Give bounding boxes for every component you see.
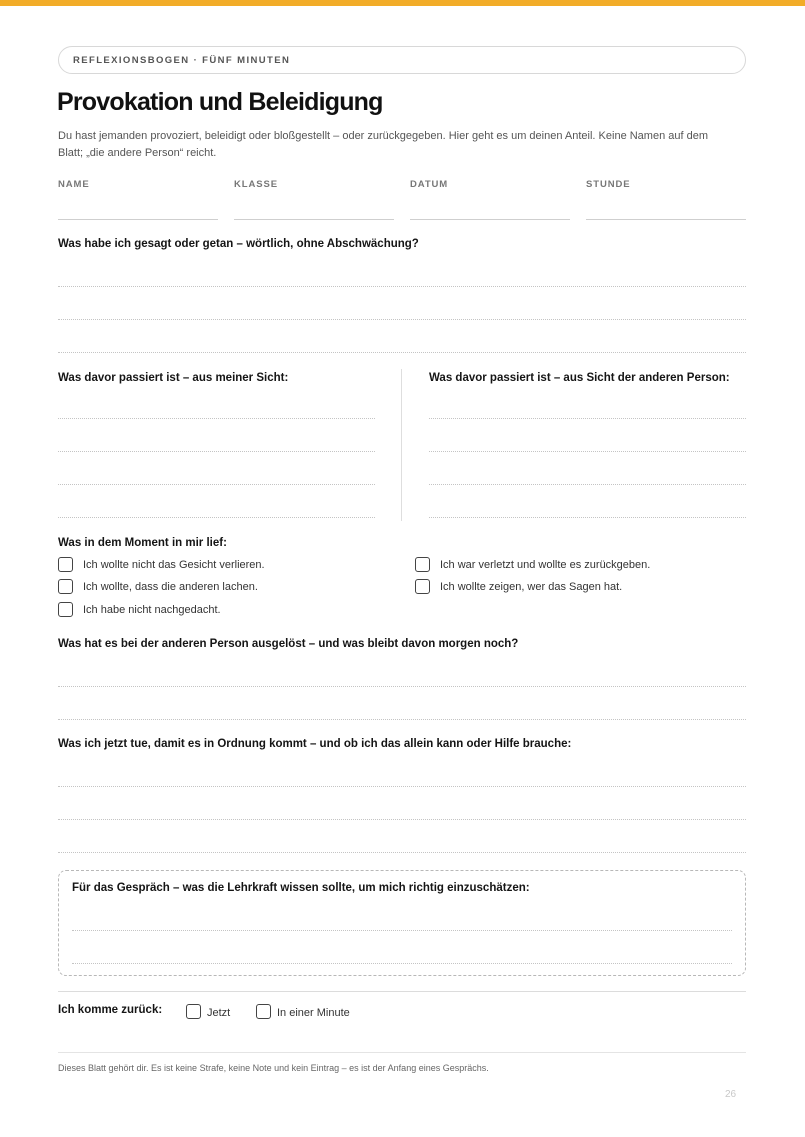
class-label: KLASSE <box>234 179 278 190</box>
name-field[interactable] <box>58 219 218 220</box>
feeling-option-power[interactable] <box>415 579 622 594</box>
question-before-other-view: Was davor passiert ist – aus Sicht der anderen Person: <box>429 372 730 384</box>
footer-note: Dieses Blatt gehört dir. Es ist keine Strafe, keine Note und kein Eintrag – es ist der Anfang eines Gesprächs. <box>58 1063 489 1073</box>
return-label: Ich komme zurück: <box>58 1004 163 1016</box>
intro-text: Du hast jemanden provoziert, beleidigt oder bloßgestellt – oder zurückgegeben. Hier geht es um deinen Anteil. Keine Namen auf dem Blatt; „die andere Person“ reicht. <box>58 130 708 159</box>
answer-line[interactable] <box>58 352 746 353</box>
answer-line[interactable] <box>58 418 375 419</box>
feeling-option-hurt[interactable] <box>415 557 650 572</box>
feeling-option-label: Ich wollte zeigen, wer das Sagen hat. <box>440 580 623 593</box>
page-number: 26 <box>725 1089 737 1100</box>
checkbox[interactable] <box>186 1004 201 1019</box>
page-title: Provokation und Beleidigung <box>57 88 383 116</box>
answer-line[interactable] <box>58 484 375 485</box>
top-accent-bar <box>0 0 805 6</box>
question-impact: Was hat es bei der anderen Person ausgelöst – und was bleibt davon morgen noch? <box>58 638 519 650</box>
answer-line[interactable] <box>429 484 746 485</box>
feeling-option-label: Ich habe nicht nachgedacht. <box>83 603 221 616</box>
answer-line[interactable] <box>58 819 746 820</box>
feeling-option-no-thought[interactable] <box>58 602 221 617</box>
answer-line[interactable] <box>72 930 732 931</box>
checkbox[interactable] <box>58 579 73 594</box>
lesson-field[interactable] <box>586 219 746 220</box>
teacher-note-label: Für das Gespräch – was die Lehrkraft wissen sollte, um mich richtig einzuschätzen: <box>72 882 530 894</box>
answer-line[interactable] <box>58 852 746 853</box>
answer-line[interactable] <box>58 686 746 687</box>
divider <box>58 991 746 992</box>
answer-line[interactable] <box>58 786 746 787</box>
question-before-my-view: Was davor passiert ist – aus meiner Sicht: <box>58 372 289 384</box>
date-label: DATUM <box>410 179 449 190</box>
date-field[interactable] <box>410 219 570 220</box>
answer-line[interactable] <box>58 451 375 452</box>
checkbox[interactable] <box>58 557 73 572</box>
column-divider <box>401 369 402 521</box>
checkbox[interactable] <box>256 1004 271 1019</box>
lesson-label: STUNDE <box>586 179 631 190</box>
class-field[interactable] <box>234 219 394 220</box>
footer-divider <box>58 1052 746 1053</box>
answer-line[interactable] <box>58 517 375 518</box>
feeling-option-label: Ich wollte nicht das Gesicht verlieren. <box>83 558 265 571</box>
checkbox[interactable] <box>58 602 73 617</box>
feeling-option-laugh[interactable] <box>58 579 258 594</box>
question-inner-state: Was in dem Moment in mir lief: <box>58 537 227 549</box>
checkbox[interactable] <box>415 579 430 594</box>
answer-line[interactable] <box>58 319 746 320</box>
name-label: NAME <box>58 179 90 190</box>
answer-line[interactable] <box>58 719 746 720</box>
feeling-option-face[interactable] <box>58 557 265 572</box>
sheet-tag: REFLEXIONSBOGEN · FÜNF MINUTEN <box>58 46 746 74</box>
answer-line[interactable] <box>429 517 746 518</box>
return-option-minute[interactable] <box>256 1004 350 1019</box>
answer-line[interactable] <box>72 963 732 964</box>
feeling-option-label: Ich wollte, dass die anderen lachen. <box>83 580 258 593</box>
return-option-label: Jetzt <box>207 1007 231 1019</box>
return-option-label: In einer Minute <box>277 1007 350 1019</box>
answer-line[interactable] <box>429 418 746 419</box>
checkbox[interactable] <box>415 557 430 572</box>
feeling-option-label: Ich war verletzt und wollte es zurückgeben. <box>440 558 651 571</box>
question-make-right: Was ich jetzt tue, damit es in Ordnung kommt – und ob ich das allein kann oder Hilfe brauche: <box>58 738 572 750</box>
return-option-now[interactable] <box>186 1004 230 1019</box>
answer-line[interactable] <box>58 286 746 287</box>
answer-line[interactable] <box>429 451 746 452</box>
question-what-said: Was habe ich gesagt oder getan – wörtlich, ohne Abschwächung? <box>58 238 419 250</box>
